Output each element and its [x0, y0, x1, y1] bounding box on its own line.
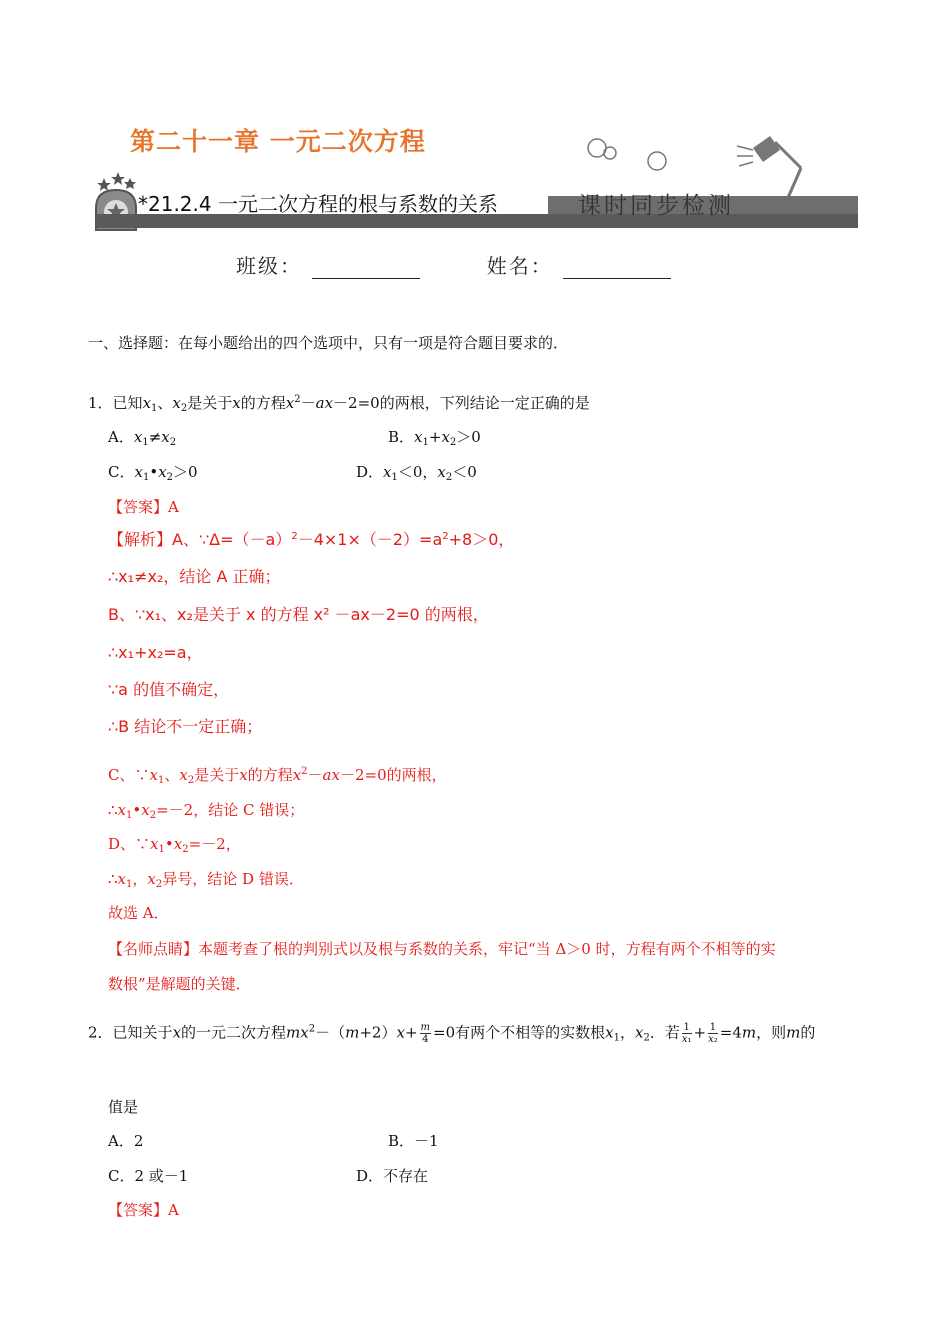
- q1-analysis-line4: ∴x₁+x₂=a，: [108, 643, 203, 662]
- q1-stem: 1．已知$x_1$、$x_2$是关于x的方程$x^2-ax-2=0$的两根，下列结论一定正确的是: [88, 394, 590, 414]
- q1-analysis-line1: 【解析】A、$\because\Delta=(-a)^2-4\times 1\times(-2)=a^2+8>0$，: [108, 530, 515, 549]
- q1-option-b[interactable]: B．$x_1+x_2>0$: [388, 428, 481, 448]
- sync-label: 课时同步检测: [578, 193, 734, 219]
- name-label: 姓名：: [486, 254, 553, 278]
- q1-tip-line2: 数根”是解题的关键．: [108, 975, 251, 993]
- section-heading: 一、选择题：在每小题给出的四个选项中，只有一项是符合题目要求的．: [88, 334, 569, 352]
- q1-analysis-line7: C、$\because x_1$、$x_2$是关于x的方程$x^2-ax-2=0$的两根，: [108, 766, 447, 786]
- q1-analysis-line3: B、∵x₁、x₂是关于 x 的方程 x² －ax－2=0 的两根，: [108, 605, 489, 624]
- q1-analysis-line10: $\therefore x_1$，$x_2$异号，结论 D 错误．: [108, 870, 304, 890]
- q1-analysis-line2: ∴x₁≠x₂，结论 A 正确；: [108, 567, 281, 586]
- class-name-line: [236, 250, 671, 279]
- q2-stem: 2．已知关于x的一元二次方程$mx^2-(m+2)x+$ $\frac{m}{4}$ =0有两个不相等的实数根$x_1$，$x_2$．若 $\frac{1}{\text{x₁}}$ + $\frac{1}{\text{x₂}}$ =4m，则m的: [88, 1022, 816, 1045]
- q1-analysis-line11: 故选 A．: [108, 904, 169, 922]
- q2-option-a[interactable]: A．2: [108, 1132, 144, 1150]
- q1-answer: 【答案】A: [108, 498, 179, 516]
- q2-answer: 【答案】A: [108, 1201, 179, 1219]
- q2-option-b[interactable]: B．－1: [388, 1132, 439, 1150]
- q2-fraction-m-over-4: $\frac{m}{4}$: [420, 1022, 431, 1045]
- q1-analysis-line8: $\therefore x_1•x_2=-2$，结论 C 错误；: [108, 801, 305, 821]
- class-blank[interactable]: [312, 258, 420, 279]
- q2-option-d[interactable]: D．不存在: [356, 1167, 429, 1185]
- name-blank[interactable]: [563, 258, 671, 279]
- q1-analysis-line6: ∴B 结论不一定正确；: [108, 717, 263, 736]
- q2-option-c[interactable]: C．2 或－1: [108, 1167, 189, 1185]
- section-title: *21.2.4 一元二次方程的根与系数的关系: [138, 192, 498, 216]
- q2-fraction-1-over-x2: $\frac{1}{\text{x₂}}$: [708, 1022, 718, 1045]
- chapter-title: 第二十一章 一元二次方程: [130, 127, 426, 156]
- q1-option-a[interactable]: A．$x_1\ne x_2$: [108, 428, 177, 448]
- q1-option-c[interactable]: C．$x_1•x_2>0$: [108, 463, 198, 483]
- class-label: 班级：: [236, 254, 302, 278]
- q1-tip-line1: 【名师点睛】本题考查了根的判别式以及根与系数的关系，牢记“当 Δ＞0 时，方程有两个不相等的实: [108, 940, 776, 958]
- q2-stem-cont: 值是: [108, 1098, 139, 1116]
- q1-analysis-line5: ∵a 的值不确定，: [108, 680, 230, 699]
- q2-fraction-1-over-x1: $\frac{1}{\text{x₁}}$: [681, 1022, 692, 1045]
- q1-option-d[interactable]: D．$x_1<0$，$x_2<0$: [356, 463, 477, 483]
- q1-analysis-line9: D、$\because x_1•x_2=-2$，: [108, 835, 241, 855]
